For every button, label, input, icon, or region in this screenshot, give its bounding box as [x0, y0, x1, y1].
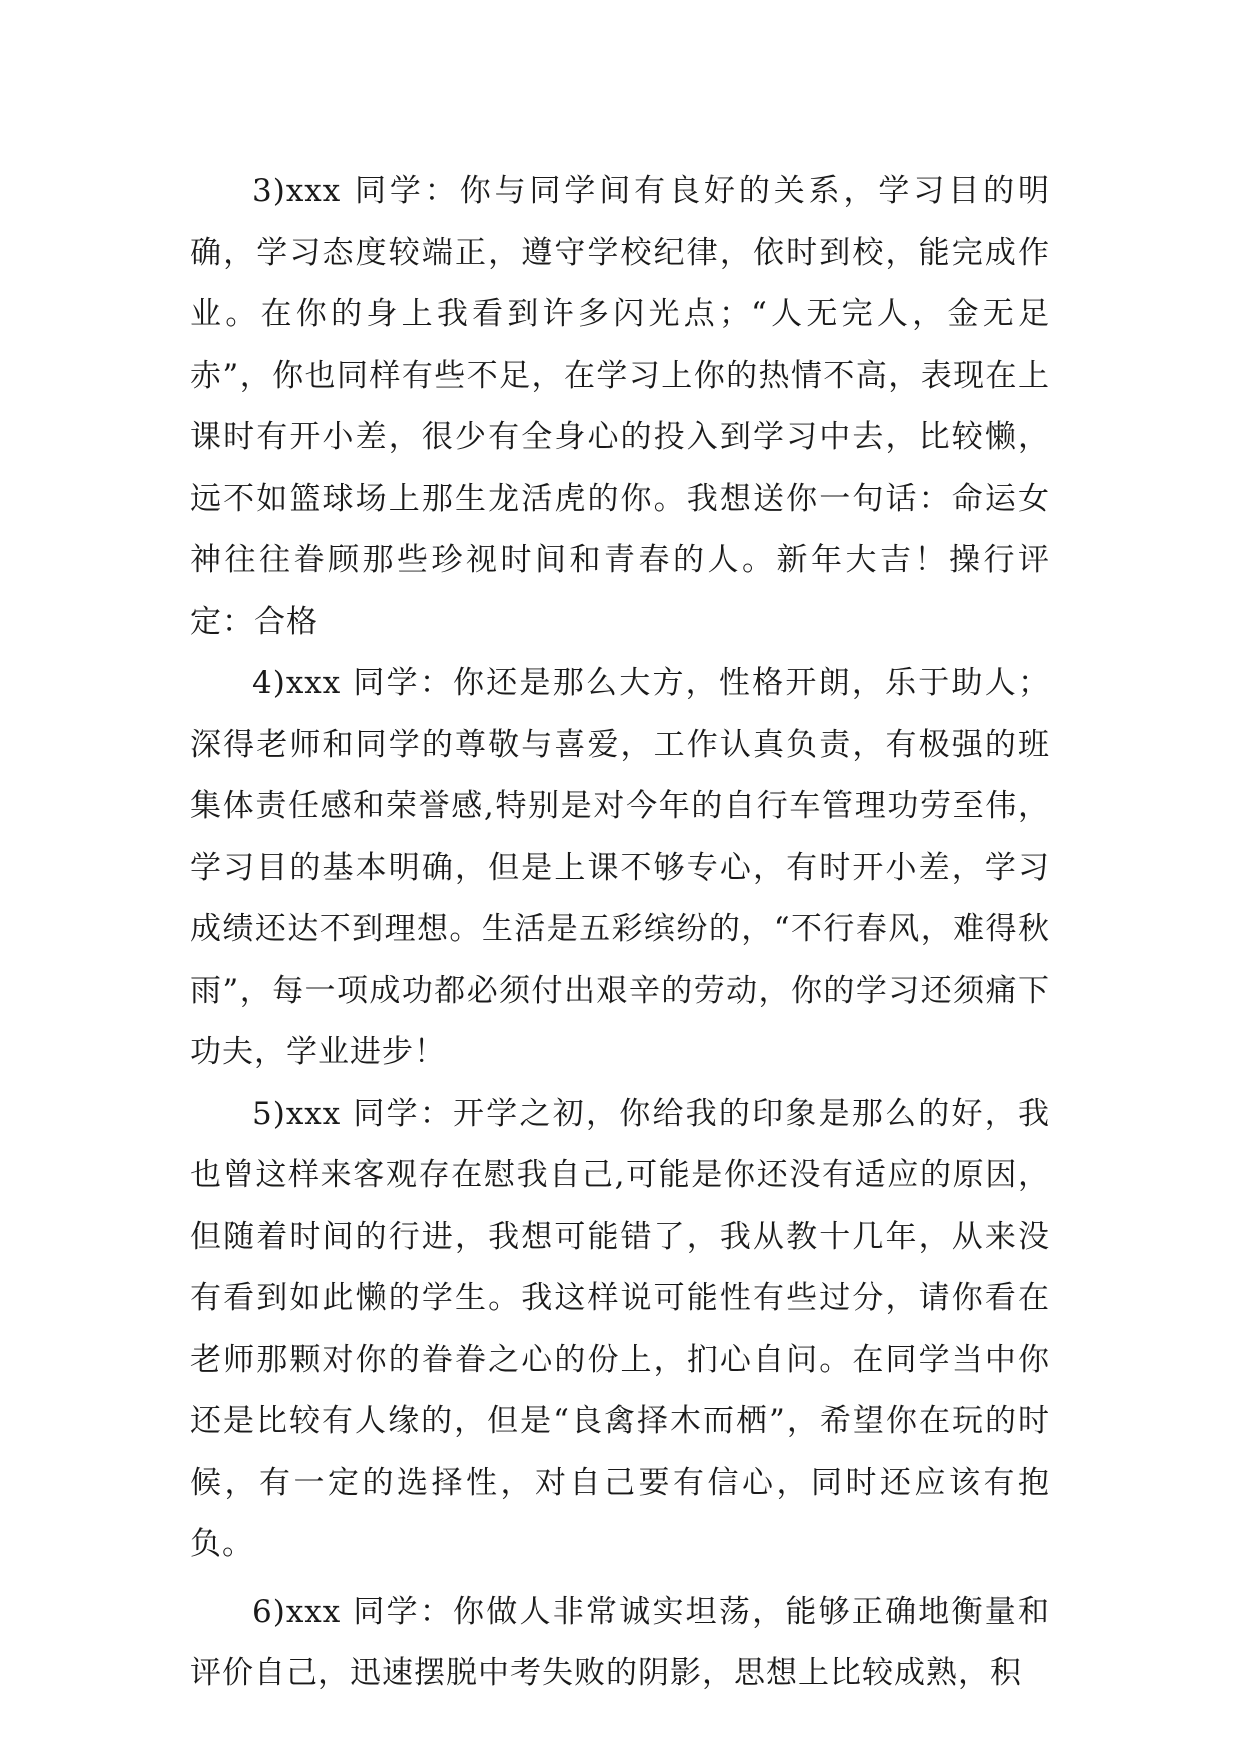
paragraph-comment-4: 4)xxx 同学：你还是那么大方，性格开朗，乐于助人；深得老师和同学的尊敬与喜爱，工作认真负责，有极强的班集体责任感和荣誉感,特别是对今年的自行车管理功劳至伟，学习目的基本明确，但是上课不够专心，有时开小差，学习成绩还达不到理想。生活是五彩缤纷的，“不行春风，难得秋雨”，每一项成功都必须付出艰辛的劳动，你的学习还须痛下功夫，学业进步！	[190, 665, 1050, 1070]
paragraph-comment-6: 6)xxx 同学：你做人非常诚实坦荡，能够正确地衡量和评价自己，迅速摆脱中考失败的阴影，思想上比较成熟，积	[190, 1593, 1050, 1691]
document-body	[190, 161, 1050, 1705]
paragraph-comment-5: 5)xxx 同学：开学之初，你给我的印象是那么的好，我也曾这样来客观存在慰我自己,可能是你还没有适应的原因，但随着时间的行进，我想可能错了，我从教十几年，从来没有看到如此懒的学生。我这样说可能性有些过分，请你看在老师那颗对你的眷眷之心的份上，扪心自问。在同学当中你还是比较有人缘的，但是“良禽择木而栖”，希望你在玩的时候，有一定的选择性，对自己要有信心，同时还应该有抱负。	[190, 1095, 1050, 1562]
paragraph-comment-3: 3)xxx 同学：你与同学间有良好的关系，学习目的明确，学习态度较端正，遵守学校纪律，依时到校，能完成作业。在你的身上我看到许多闪光点；“人无完人，金无足赤”，你也同样有些不足，在学习上你的热情不高，表现在上课时有开小差，很少有全身心的投入到学习中去，比较懒，远不如篮球场上那生龙活虎的你。我想送你一句话：命运女神往往眷顾那些珍视时间和青春的人。新年大吉！操行评定：合格	[190, 173, 1050, 640]
